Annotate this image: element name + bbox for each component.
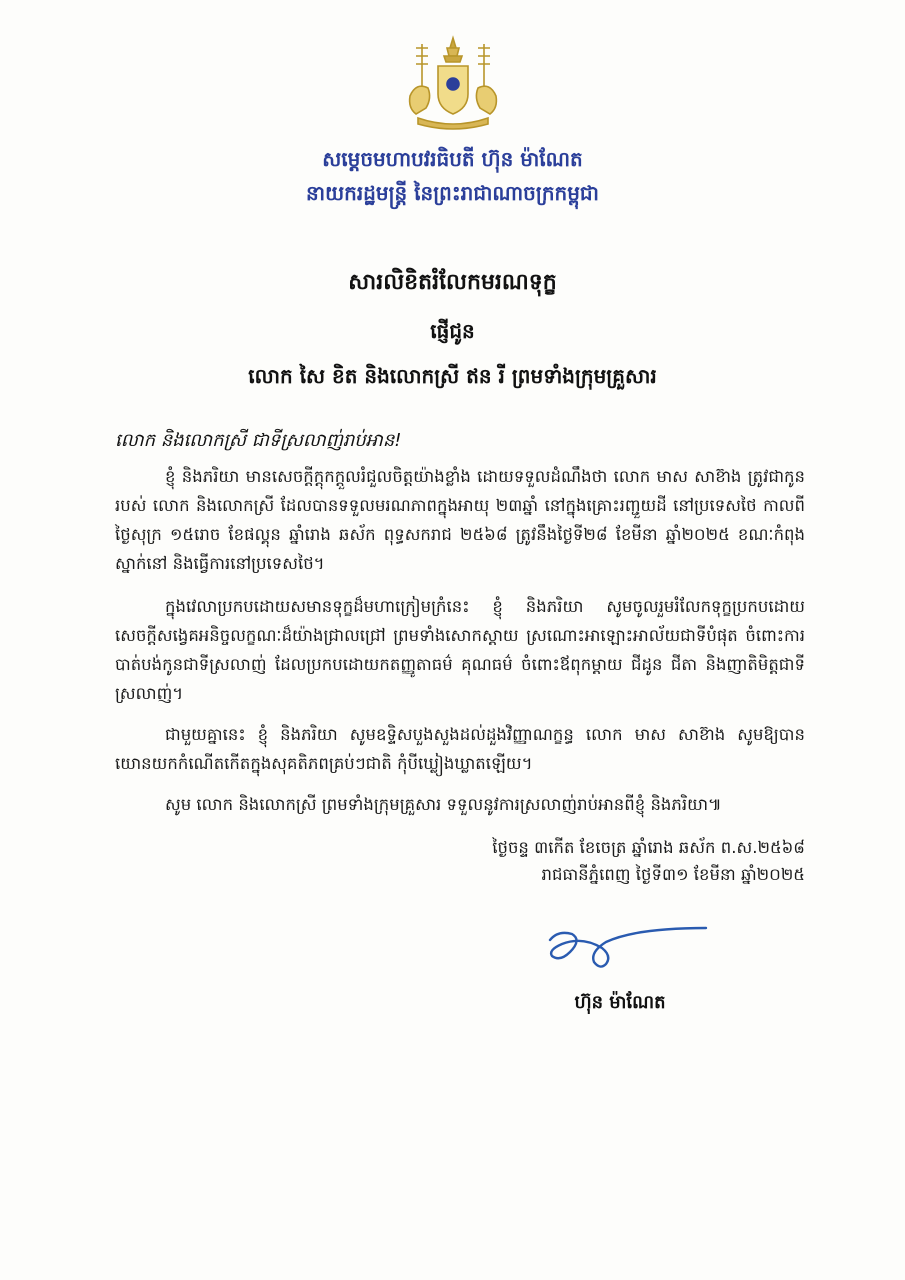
paragraph-2: ក្នុងវេលាប្រកបដោយសមានទុក្ខដ៏មហាក្រៀមក្រំនេះ ខ្ញុំ និងភរិយា សូមចូលរួមរំលែកទុក្ខប្រកបដោយសេចក្តីសង្វេគអនិច្ចលក្ខណៈដ៏យ៉ាងជ្រាលជ្រៅ ព្រមទាំងសោកស្តាយ ស្រណោះអាឡោះអាល័យជាទីបំផុត ចំពោះការបាត់បង់កូនជាទីស្រលាញ់ ដែលប្រកបដោយកតញ្ញូតាធម៌ គុណធម៌ ចំពោះឪពុកម្តាយ ជីដូន ជីតា និងញាតិមិត្តជាទីស្រលាញ់។ [115,597,805,703]
paragraph-4: សូម លោក និងលោកស្រី ព្រមទាំងក្រុមគ្រួសារ ទទួលនូវការស្រលាញ់រាប់អានពីខ្ញុំ និងភរិយា៕ [165,795,722,814]
date-lunar: ថ្ងៃចន្ទ ៣កើត ខែចេត្រ ឆ្នាំរោង ឆស័ក ព.ស.២៥៦៨ [492,838,805,857]
header-title: នាយករដ្ឋមន្ត្រី នៃព្រះរាជាណាចក្រកម្ពុជា [306,181,599,205]
royal-coat-of-arms-icon [398,34,508,134]
date-solar: រាជធានីភ្នំពេញ ថ្ងៃទី៣១ ខែមីនា ឆ្នាំ២០២៥ [541,865,805,884]
salutation: លោក និងលោកស្រី ជាទីស្រលាញ់រាប់អាន! [115,430,402,451]
signature-icon [540,920,720,980]
header-name: សម្តេចមហាបវរធិបតី ហ៊ុន ម៉ាណែត [322,147,583,171]
paragraph-3: ជាមួយគ្នានេះ ខ្ញុំ និងភរិយា សូមឧទ្ទិសបួងសួងដល់ដួងវិញ្ញាណក្ខន្ធ លោក មាស សាខ៊ាង សូមឱ្យបានយោនយកកំណើតកើតក្នុងសុគតិភពគ្រប់ៗជាតិ កុំបីឃ្លៀងឃ្លាតឡើយ។ [115,725,805,773]
recipients: លោក សៃ ខិត និងលោកស្រី ឥន រី ព្រមទាំងក្រុមគ្រួសារ [248,364,657,388]
signer-name: ហ៊ុន ម៉ាណែត [574,992,666,1013]
sent-to-label: ផ្ញើជូន [430,319,475,343]
document-title: សារលិខិតរំលែកមរណទុក្ខ [348,270,557,295]
paragraph-1: ខ្ញុំ និងភរិយា មានសេចក្តីក្តុកក្តួលរំជួលចិត្តយ៉ាងខ្លាំង ដោយទទួលដំណឹងថា លោក មាស សាខ៊ាង ត្រូវជាកូនរបស់ លោក និងលោកស្រី ដែលបានទទួលមរណភាពក្នុងអាយុ ២៣ឆ្នាំ នៅក្នុងគ្រោះរញ្ជួយដី នៅប្រទេសថៃ កាលពីថ្ងៃសុក្រ ១៥រោច ខែផល្គុន ឆ្នាំរោង ឆស័ក ពុទ្ធសករាជ ២៥៦៨ ត្រូវនឹងថ្ងៃទី២៨ ខែមីនា ឆ្នាំ២០២៥ ខណៈកំពុងស្នាក់នៅ និងធ្វើការនៅប្រទេសថៃ។ [115,467,805,573]
